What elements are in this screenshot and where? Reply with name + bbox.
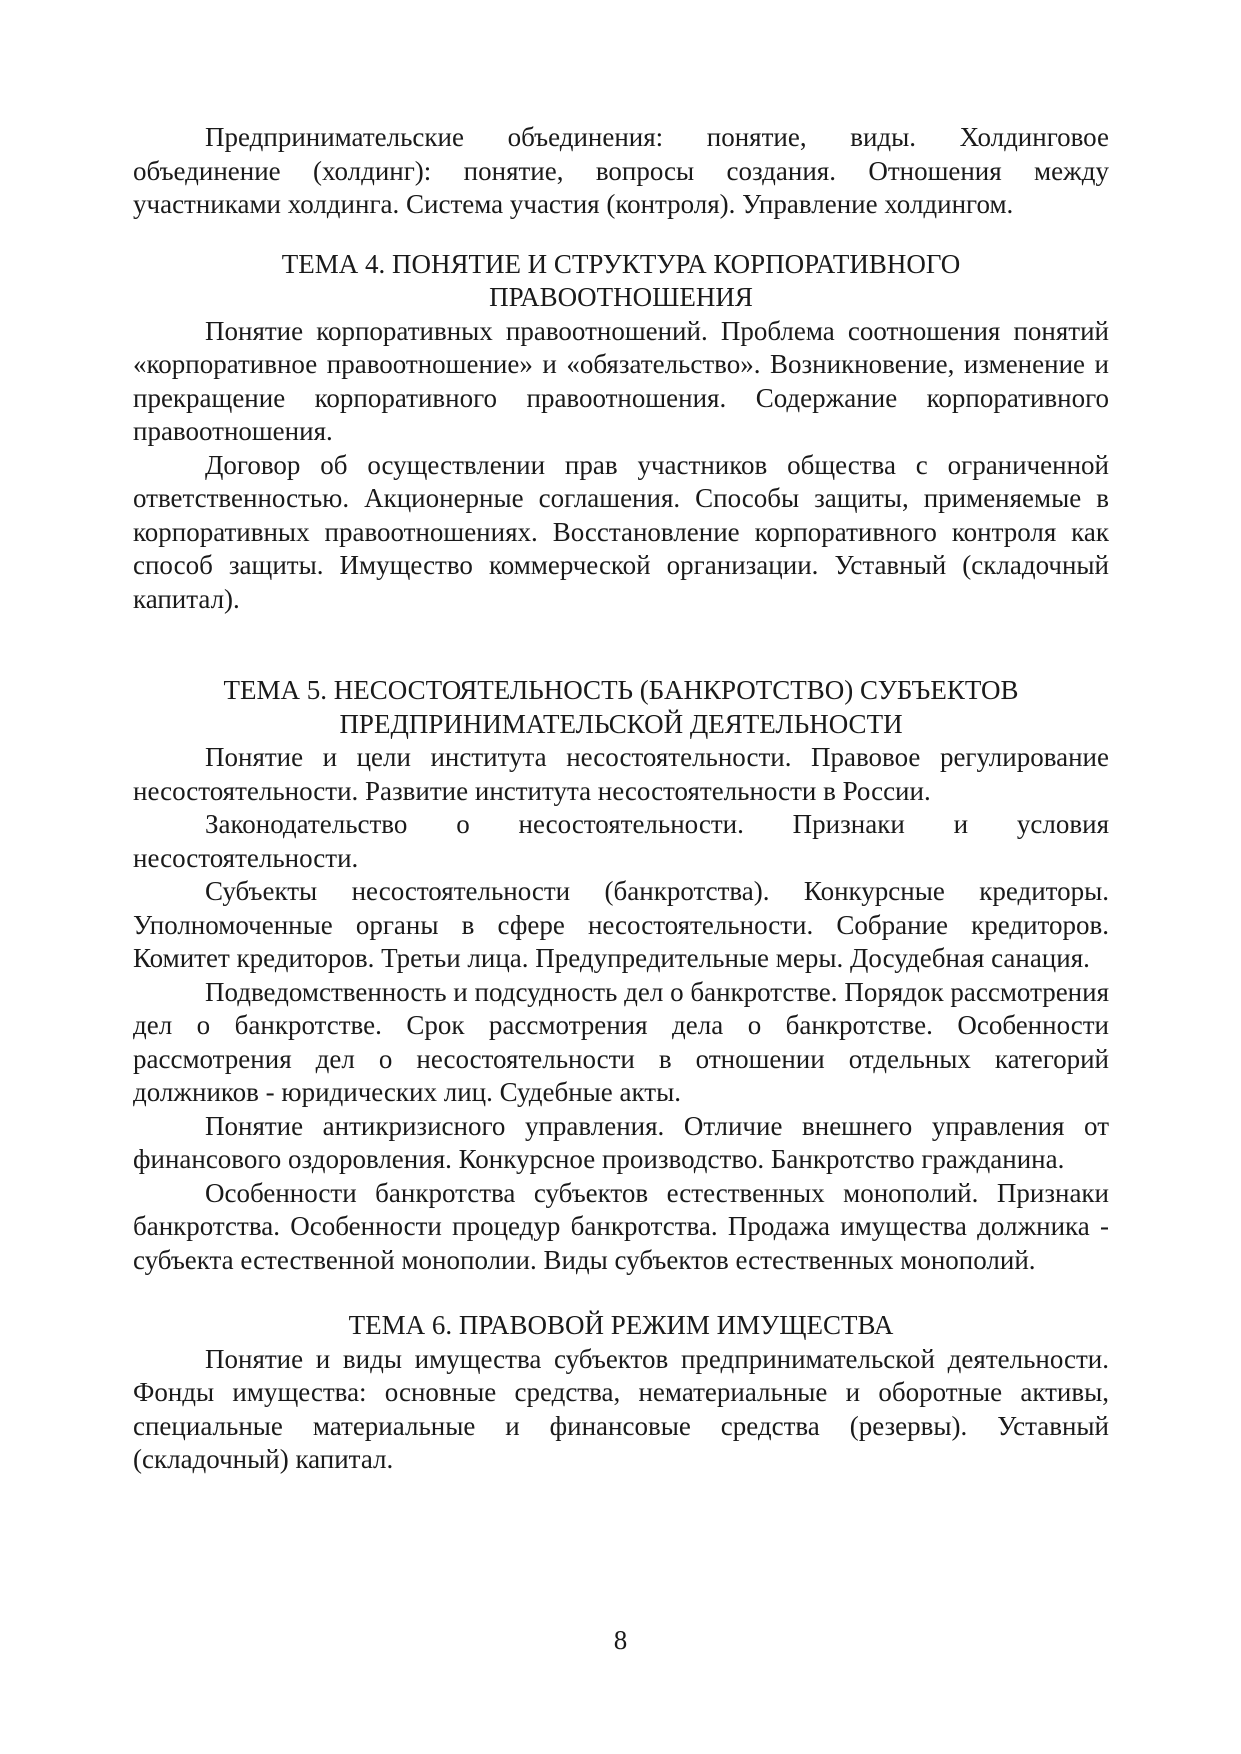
section-4-paragraph-1: Понятие корпоративных правоотношений. Проблема соотношения понятий «корпоративное правоотношение» и «обязательство». Возникновение, изменение и прекращение корпоративного правоотношения. Содержание корпоративного правоотношения. [133, 315, 1109, 446]
section-5-heading-line-2: ПРЕДПРИНИМАТЕЛЬСКОЙ ДЕЯТЕЛЬНОСТИ [339, 708, 903, 739]
section-5-paragraph-3: Субъекты несостоятельности (банкротства). Конкурсные кредиторы. Уполномоченные органы в сфере несостоятельности. Собрание кредиторов. Комитет кредиторов. Третьи лица. Предупредительные меры. Досудебная санация. [133, 876, 1109, 973]
section-4-paragraph-2: Договор об осуществлении прав участников общества с ограниченной ответственностью. Акционерные соглашения. Способы защиты, применяемые в корпоративных правоотношениях. Восстановление корпоративного контроля как способ защиты. Имущество коммерческой организации. Уставный (складочный капитал). [133, 449, 1109, 614]
page-content [133, 121, 1109, 1477]
section-6-heading [133, 1309, 1109, 1343]
section-4-heading-line-1: ТЕМА 4. ПОНЯТИЕ И СТРУКТУРА КОРПОРАТИВНОГО [281, 248, 961, 279]
section-5-paragraph-5: Понятие антикризисного управления. Отличие внешнего управления от финансового оздоровления. Конкурсное производство. Банкротство гражданина. [133, 1110, 1109, 1174]
section-4-heading [133, 248, 1109, 315]
section-6-heading-line-1: ТЕМА 6. ПРАВОВОЙ РЕЖИМ ИМУЩЕСТВА [348, 1310, 894, 1340]
section-5-paragraph-2: Законодательство о несостоятельности. Признаки и условия несостоятельности. [133, 809, 1109, 873]
section-5-paragraph-6: Особенности банкротства субъектов естественных монополий. Признаки банкротства. Особенности процедур банкротства. Продажа имущества должника - субъекта естественной монополии. Виды субъектов естественных монополий. [133, 1177, 1109, 1275]
section-5-paragraph-1: Понятие и цели института несостоятельности. Правовое регулирование несостоятельности. Развитие института несостоятельности в России. [133, 742, 1109, 806]
intro-paragraph: Предпринимательские объединения: понятие, виды. Холдинговое объединение (холдинг): понятие, вопросы создания. Отношения между участниками холдинга. Система участия (контроля). Управление холдингом. [133, 122, 1109, 219]
section-5-heading-line-1: ТЕМА 5. НЕСОСТОЯТЕЛЬНОСТЬ (БАНКРОТСТВО) СУБЪЕКТОВ [223, 675, 1019, 705]
section-5-paragraph-4: Подведомственность и подсудность дел о банкротстве. Порядок рассмотрения дел о банкротстве. Срок рассмотрения дела о банкротстве. Особенности рассмотрения дел о несостоятельности в отношении отдельных категорий должников - юридических лиц. Судебные акты. [133, 976, 1109, 1107]
section-5-heading [133, 674, 1109, 741]
section-6-paragraph-1: Понятие и виды имущества субъектов предпринимательской деятельности. Фонды имущества: основные средства, нематериальные и оборотные активы, специальные материальные и финансовые средства (резервы). Уставный (складочный) капитал. [133, 1343, 1109, 1474]
page-number: 8 [613, 1625, 628, 1655]
section-4-heading-line-2: ПРАВООТНОШЕНИЯ [489, 282, 753, 312]
